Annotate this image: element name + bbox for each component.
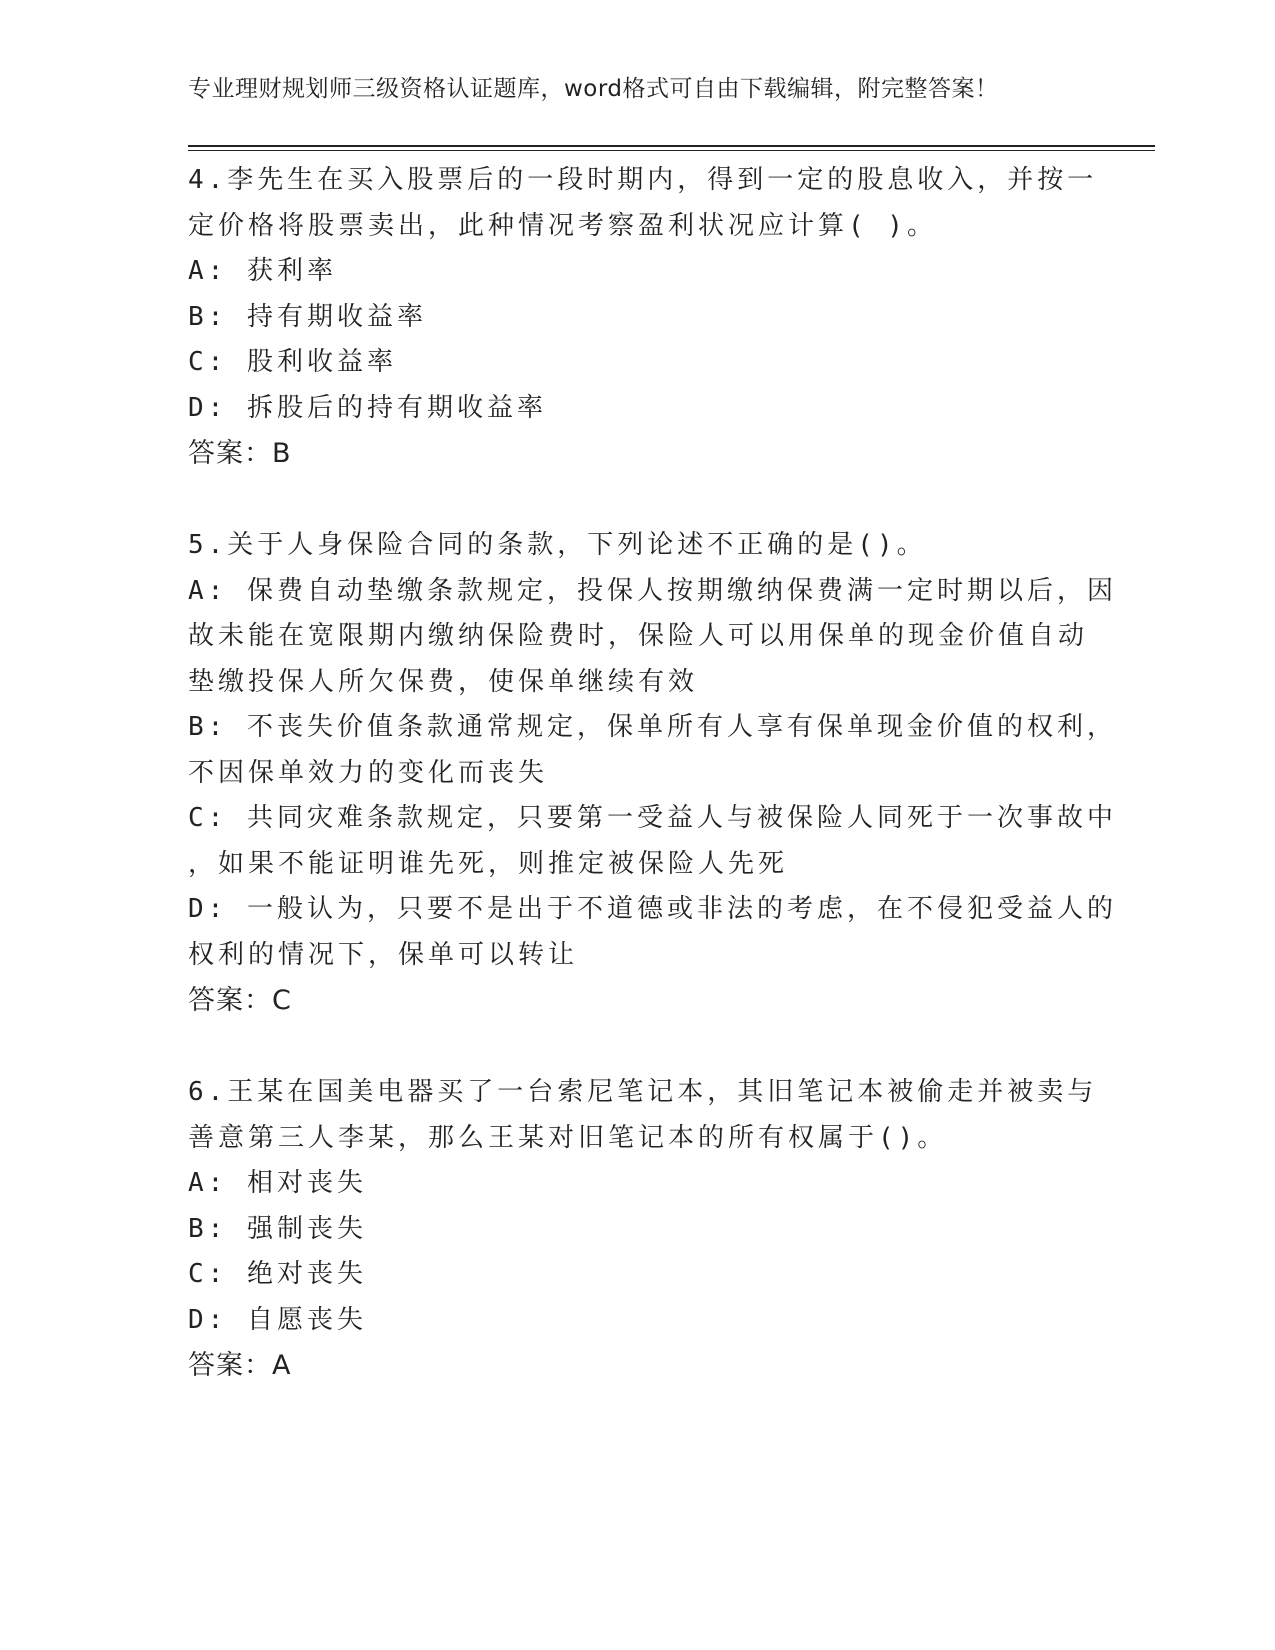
page-header: 专业理财规划师三级资格认证题库，word格式可自由下载编辑，附完整答案！: [188, 76, 999, 102]
option-a-continued: 故未能在宽限期内缴纳保险费时，保险人可以用保单的现金价值自动: [188, 621, 1089, 651]
option-a: A: 保费自动垫缴条款规定，投保人按期缴纳保费满一定时期以后，因: [188, 575, 1117, 606]
question-6: [188, 1070, 1098, 1389]
option-a: A: 相对丧失: [188, 1168, 367, 1198]
option-d: D: 拆股后的持有期收益率: [188, 392, 547, 423]
option-b: B: 强制丧失: [188, 1213, 367, 1244]
option-b: B: 持有期收益率: [188, 301, 427, 332]
answer-line: 答案：C: [188, 985, 292, 1016]
option-c: C: 股利收益率: [188, 347, 397, 377]
option-b-continued: 不因保单效力的变化而丧失: [188, 757, 549, 788]
option-d: D: 自愿丧失: [188, 1304, 367, 1335]
option-c-continued: ，如果不能证明谁先死，则推定被保险人先死: [188, 848, 789, 879]
header-divider-thin: [188, 150, 1155, 151]
question-list: [188, 158, 1117, 1389]
answer-line: 答案：B: [188, 438, 292, 469]
option-d: D: 一般认为，只要不是出于不道德或非法的考虑，在不侵犯受益人的: [188, 894, 1117, 924]
option-b: B: 不丧失价值条款通常规定，保单所有人享有保单现金价值的权利，: [188, 712, 1117, 742]
option-a-continued: 垫缴投保人所欠保费，使保单继续有效: [188, 666, 699, 697]
option-c: C: 绝对丧失: [188, 1259, 367, 1289]
question-4: [188, 158, 1098, 477]
question-stem-line: 5.关于人身保险合同的条款，下列论述不正确的是()。: [188, 530, 927, 560]
option-c: C: 共同灾难条款规定，只要第一受益人与被保险人同死于一次事故中: [188, 803, 1117, 833]
option-d-continued: 权利的情况下，保单可以转让: [188, 939, 579, 970]
option-a: A: 获利率: [188, 256, 337, 286]
question-stem-line: 6.王某在国美电器买了一台索尼笔记本，其旧笔记本被偷走并被卖与: [188, 1077, 1098, 1107]
question-stem-line: 定价格将股票卖出，此种情况考察盈利状况应计算( )。: [188, 210, 937, 241]
header-divider-thick: [188, 145, 1155, 147]
question-stem-line: 4.李先生在买入股票后的一段时期内，得到一定的股息收入，并按一: [188, 165, 1098, 195]
question-stem-line: 善意第三人李某，那么王某对旧笔记本的所有权属于()。: [188, 1122, 948, 1153]
answer-line: 答案：A: [188, 1350, 292, 1381]
question-5: [188, 523, 1117, 1024]
